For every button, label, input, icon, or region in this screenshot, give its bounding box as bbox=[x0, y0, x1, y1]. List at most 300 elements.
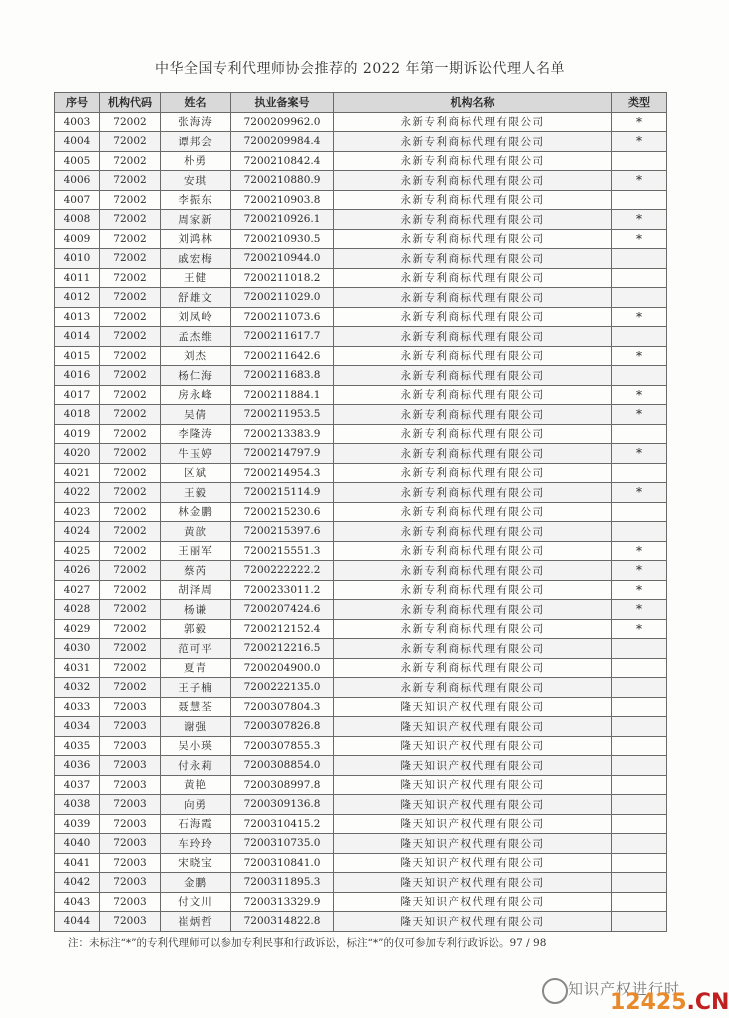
cell-org-name: 永新专利商标代理有限公司 bbox=[334, 151, 612, 171]
cell-org-code: 72002 bbox=[100, 502, 161, 522]
table-row bbox=[55, 795, 667, 815]
watermark-url-suffix: .CN bbox=[686, 990, 729, 1015]
cell-seq: 4025 bbox=[55, 541, 100, 561]
cell-name: 房永峰 bbox=[161, 385, 231, 405]
cell-license-no: 7200213383.9 bbox=[231, 424, 334, 444]
cell-license-no: 7200233011.2 bbox=[231, 580, 334, 600]
cell-org-name: 隆天知识产权代理有限公司 bbox=[334, 912, 612, 932]
cell-name: 付永莉 bbox=[161, 756, 231, 776]
agent-roster-table bbox=[54, 92, 667, 932]
cell-org-code: 72002 bbox=[100, 132, 161, 152]
cell-type bbox=[612, 775, 667, 795]
cell-org-name: 永新专利商标代理有限公司 bbox=[334, 444, 612, 464]
cell-name: 付文川 bbox=[161, 892, 231, 912]
cell-seq: 4013 bbox=[55, 307, 100, 327]
table-row bbox=[55, 444, 667, 464]
cell-org-name: 隆天知识产权代理有限公司 bbox=[334, 697, 612, 717]
cell-license-no: 7200212216.5 bbox=[231, 639, 334, 659]
table-row bbox=[55, 366, 667, 386]
cell-org-name: 永新专利商标代理有限公司 bbox=[334, 424, 612, 444]
cell-type: * bbox=[612, 405, 667, 425]
cell-org-name: 永新专利商标代理有限公司 bbox=[334, 366, 612, 386]
table-row bbox=[55, 658, 667, 678]
table-row bbox=[55, 268, 667, 288]
cell-type bbox=[612, 814, 667, 834]
cell-name: 刘凤岭 bbox=[161, 307, 231, 327]
cell-seq: 4039 bbox=[55, 814, 100, 834]
cell-org-name: 永新专利商标代理有限公司 bbox=[334, 171, 612, 191]
cell-name: 夏青 bbox=[161, 658, 231, 678]
cell-seq: 4028 bbox=[55, 600, 100, 620]
cell-seq: 4010 bbox=[55, 249, 100, 269]
cell-type bbox=[612, 639, 667, 659]
cell-license-no: 7200310735.0 bbox=[231, 834, 334, 854]
cell-seq: 4021 bbox=[55, 463, 100, 483]
cell-license-no: 7200308854.0 bbox=[231, 756, 334, 776]
cell-seq: 4019 bbox=[55, 424, 100, 444]
cell-license-no: 7200307826.8 bbox=[231, 717, 334, 737]
cell-org-name: 永新专利商标代理有限公司 bbox=[334, 502, 612, 522]
cell-license-no: 7200211073.6 bbox=[231, 307, 334, 327]
cell-license-no: 7200211683.8 bbox=[231, 366, 334, 386]
table-row bbox=[55, 502, 667, 522]
cell-org-name: 隆天知识产权代理有限公司 bbox=[334, 775, 612, 795]
watermark-url bbox=[610, 990, 729, 1015]
header-org-name: 机构名称 bbox=[334, 93, 612, 113]
cell-org-code: 72002 bbox=[100, 346, 161, 366]
cell-type bbox=[612, 151, 667, 171]
cell-license-no: 7200210842.4 bbox=[231, 151, 334, 171]
cell-seq: 4011 bbox=[55, 268, 100, 288]
cell-org-code: 72002 bbox=[100, 151, 161, 171]
table-row bbox=[55, 600, 667, 620]
cell-name: 黄歆 bbox=[161, 522, 231, 542]
table-row bbox=[55, 912, 667, 932]
cell-org-name: 永新专利商标代理有限公司 bbox=[334, 268, 612, 288]
cell-seq: 4007 bbox=[55, 190, 100, 210]
cell-org-code: 72002 bbox=[100, 600, 161, 620]
cell-org-name: 隆天知识产权代理有限公司 bbox=[334, 736, 612, 756]
cell-org-code: 72002 bbox=[100, 327, 161, 347]
cell-license-no: 7200210926.1 bbox=[231, 210, 334, 230]
cell-seq: 4018 bbox=[55, 405, 100, 425]
cell-type: * bbox=[612, 307, 667, 327]
cell-type: * bbox=[612, 541, 667, 561]
cell-name: 孟杰维 bbox=[161, 327, 231, 347]
cell-type: * bbox=[612, 483, 667, 503]
cell-seq: 4033 bbox=[55, 697, 100, 717]
cell-org-code: 72002 bbox=[100, 229, 161, 249]
cell-type bbox=[612, 190, 667, 210]
cell-name: 郭毅 bbox=[161, 619, 231, 639]
cell-license-no: 7200209984.4 bbox=[231, 132, 334, 152]
table-row bbox=[55, 249, 667, 269]
table-row bbox=[55, 834, 667, 854]
table-row bbox=[55, 385, 667, 405]
cell-type bbox=[612, 853, 667, 873]
cell-type bbox=[612, 873, 667, 893]
cell-org-name: 永新专利商标代理有限公司 bbox=[334, 483, 612, 503]
cell-seq: 4014 bbox=[55, 327, 100, 347]
cell-org-name: 永新专利商标代理有限公司 bbox=[334, 132, 612, 152]
cell-org-code: 72002 bbox=[100, 307, 161, 327]
cell-type: * bbox=[612, 171, 667, 191]
table-row bbox=[55, 405, 667, 425]
cell-seq: 4022 bbox=[55, 483, 100, 503]
cell-org-name: 永新专利商标代理有限公司 bbox=[334, 561, 612, 581]
page-title: 中华全国专利代理师协会推荐的 2022 年第一期诉讼代理人名单 bbox=[154, 61, 566, 77]
cell-type bbox=[612, 658, 667, 678]
cell-seq: 4015 bbox=[55, 346, 100, 366]
cell-type bbox=[612, 912, 667, 932]
cell-org-code: 72002 bbox=[100, 405, 161, 425]
cell-org-code: 72003 bbox=[100, 775, 161, 795]
watermark bbox=[500, 970, 729, 1018]
cell-license-no: 7200309136.8 bbox=[231, 795, 334, 815]
cell-license-no: 7200210903.8 bbox=[231, 190, 334, 210]
table-row bbox=[55, 853, 667, 873]
cell-seq: 4041 bbox=[55, 853, 100, 873]
cell-seq: 4037 bbox=[55, 775, 100, 795]
cell-seq: 4030 bbox=[55, 639, 100, 659]
cell-org-name: 永新专利商标代理有限公司 bbox=[334, 619, 612, 639]
cell-type: * bbox=[612, 619, 667, 639]
table-row bbox=[55, 756, 667, 776]
table-row bbox=[55, 463, 667, 483]
cell-name: 向勇 bbox=[161, 795, 231, 815]
cell-type bbox=[612, 756, 667, 776]
cell-type: * bbox=[612, 132, 667, 152]
cell-org-code: 72002 bbox=[100, 463, 161, 483]
cell-type: * bbox=[612, 210, 667, 230]
table-row bbox=[55, 288, 667, 308]
cell-license-no: 7200212152.4 bbox=[231, 619, 334, 639]
cell-org-name: 永新专利商标代理有限公司 bbox=[334, 385, 612, 405]
cell-type bbox=[612, 717, 667, 737]
cell-license-no: 7200307804.3 bbox=[231, 697, 334, 717]
cell-name: 聂慧荃 bbox=[161, 697, 231, 717]
cell-org-code: 72002 bbox=[100, 639, 161, 659]
cell-name: 刘鸿林 bbox=[161, 229, 231, 249]
cell-org-name: 永新专利商标代理有限公司 bbox=[334, 658, 612, 678]
cell-seq: 4042 bbox=[55, 873, 100, 893]
cell-name: 谢强 bbox=[161, 717, 231, 737]
cell-org-code: 72002 bbox=[100, 483, 161, 503]
cell-license-no: 7200313329.9 bbox=[231, 892, 334, 912]
cell-org-name: 永新专利商标代理有限公司 bbox=[334, 678, 612, 698]
cell-seq: 4004 bbox=[55, 132, 100, 152]
cell-license-no: 7200210930.5 bbox=[231, 229, 334, 249]
cell-seq: 4003 bbox=[55, 112, 100, 132]
cell-name: 宋晓宝 bbox=[161, 853, 231, 873]
cell-org-name: 隆天知识产权代理有限公司 bbox=[334, 795, 612, 815]
cell-org-code: 72002 bbox=[100, 171, 161, 191]
cell-type: * bbox=[612, 580, 667, 600]
cell-org-name: 永新专利商标代理有限公司 bbox=[334, 190, 612, 210]
cell-license-no: 7200211029.0 bbox=[231, 288, 334, 308]
cell-org-name: 永新专利商标代理有限公司 bbox=[334, 541, 612, 561]
cell-org-code: 72002 bbox=[100, 678, 161, 698]
cell-license-no: 7200209962.0 bbox=[231, 112, 334, 132]
table-row bbox=[55, 483, 667, 503]
cell-org-name: 永新专利商标代理有限公司 bbox=[334, 210, 612, 230]
cell-type bbox=[612, 678, 667, 698]
header-name: 姓名 bbox=[161, 93, 231, 113]
cell-license-no: 7200310841.0 bbox=[231, 853, 334, 873]
cell-type bbox=[612, 736, 667, 756]
table-row bbox=[55, 522, 667, 542]
cell-org-code: 72003 bbox=[100, 795, 161, 815]
cell-org-name: 永新专利商标代理有限公司 bbox=[334, 600, 612, 620]
cell-license-no: 7200215230.6 bbox=[231, 502, 334, 522]
cell-org-name: 永新专利商标代理有限公司 bbox=[334, 405, 612, 425]
cell-seq: 4024 bbox=[55, 522, 100, 542]
cell-org-code: 72002 bbox=[100, 210, 161, 230]
cell-license-no: 7200215551.3 bbox=[231, 541, 334, 561]
cell-org-code: 72003 bbox=[100, 892, 161, 912]
cell-org-name: 永新专利商标代理有限公司 bbox=[334, 288, 612, 308]
cell-name: 崔炳哲 bbox=[161, 912, 231, 932]
table-row bbox=[55, 775, 667, 795]
cell-license-no: 7200314822.8 bbox=[231, 912, 334, 932]
header-seq: 序号 bbox=[55, 93, 100, 113]
table-row bbox=[55, 190, 667, 210]
cell-name: 朴勇 bbox=[161, 151, 231, 171]
cell-name: 胡泽周 bbox=[161, 580, 231, 600]
cell-org-name: 永新专利商标代理有限公司 bbox=[334, 580, 612, 600]
cell-org-code: 72002 bbox=[100, 385, 161, 405]
cell-name: 王毅 bbox=[161, 483, 231, 503]
cell-seq: 4020 bbox=[55, 444, 100, 464]
cell-license-no: 7200215397.6 bbox=[231, 522, 334, 542]
cell-seq: 4023 bbox=[55, 502, 100, 522]
cell-license-no: 7200308997.8 bbox=[231, 775, 334, 795]
watermark-url-digits: 12425 bbox=[610, 990, 687, 1015]
cell-name: 戚宏梅 bbox=[161, 249, 231, 269]
cell-license-no: 7200214954.3 bbox=[231, 463, 334, 483]
cell-org-code: 72002 bbox=[100, 366, 161, 386]
table-row bbox=[55, 873, 667, 893]
cell-name: 蔡芮 bbox=[161, 561, 231, 581]
cell-seq: 4036 bbox=[55, 756, 100, 776]
cell-name: 牛玉婷 bbox=[161, 444, 231, 464]
cell-type bbox=[612, 288, 667, 308]
cell-type bbox=[612, 795, 667, 815]
cell-org-name: 永新专利商标代理有限公司 bbox=[334, 327, 612, 347]
cell-license-no: 7200310415.2 bbox=[231, 814, 334, 834]
cell-seq: 4032 bbox=[55, 678, 100, 698]
cell-org-code: 72003 bbox=[100, 853, 161, 873]
cell-name: 黄艳 bbox=[161, 775, 231, 795]
cell-type bbox=[612, 327, 667, 347]
cell-license-no: 7200307855.3 bbox=[231, 736, 334, 756]
cell-org-code: 72003 bbox=[100, 717, 161, 737]
cell-org-name: 隆天知识产权代理有限公司 bbox=[334, 814, 612, 834]
cell-name: 林金鹏 bbox=[161, 502, 231, 522]
table-row bbox=[55, 541, 667, 561]
cell-org-name: 永新专利商标代理有限公司 bbox=[334, 522, 612, 542]
cell-seq: 4031 bbox=[55, 658, 100, 678]
cell-org-code: 72002 bbox=[100, 580, 161, 600]
cell-license-no: 7200211642.6 bbox=[231, 346, 334, 366]
cell-org-name: 隆天知识产权代理有限公司 bbox=[334, 717, 612, 737]
cell-org-name: 隆天知识产权代理有限公司 bbox=[334, 756, 612, 776]
cell-org-name: 永新专利商标代理有限公司 bbox=[334, 307, 612, 327]
cell-name: 吴倩 bbox=[161, 405, 231, 425]
cell-type: * bbox=[612, 346, 667, 366]
cell-org-code: 72002 bbox=[100, 561, 161, 581]
cell-seq: 4029 bbox=[55, 619, 100, 639]
cell-name: 李振东 bbox=[161, 190, 231, 210]
cell-type bbox=[612, 268, 667, 288]
cell-license-no: 7200207424.6 bbox=[231, 600, 334, 620]
table-row bbox=[55, 424, 667, 444]
cell-name: 刘杰 bbox=[161, 346, 231, 366]
cell-name: 范可平 bbox=[161, 639, 231, 659]
cell-license-no: 7200211018.2 bbox=[231, 268, 334, 288]
cell-name: 杨谦 bbox=[161, 600, 231, 620]
cell-name: 车玲玲 bbox=[161, 834, 231, 854]
table-row bbox=[55, 112, 667, 132]
cell-type bbox=[612, 522, 667, 542]
table-row bbox=[55, 736, 667, 756]
cell-seq: 4008 bbox=[55, 210, 100, 230]
table-row bbox=[55, 580, 667, 600]
cell-org-code: 72003 bbox=[100, 834, 161, 854]
cell-org-name: 隆天知识产权代理有限公司 bbox=[334, 834, 612, 854]
cell-type bbox=[612, 249, 667, 269]
table-row bbox=[55, 892, 667, 912]
cell-org-name: 隆天知识产权代理有限公司 bbox=[334, 873, 612, 893]
cell-seq: 4027 bbox=[55, 580, 100, 600]
cell-org-code: 72002 bbox=[100, 522, 161, 542]
table-row bbox=[55, 151, 667, 171]
cell-license-no: 7200211953.5 bbox=[231, 405, 334, 425]
cell-name: 石海霞 bbox=[161, 814, 231, 834]
cell-seq: 4026 bbox=[55, 561, 100, 581]
cell-name: 周家新 bbox=[161, 210, 231, 230]
cell-org-code: 72003 bbox=[100, 912, 161, 932]
cell-seq: 4035 bbox=[55, 736, 100, 756]
cell-org-code: 72002 bbox=[100, 112, 161, 132]
watermark-text: 知识产权进行时 bbox=[568, 980, 681, 998]
cell-name: 王健 bbox=[161, 268, 231, 288]
cell-type bbox=[612, 697, 667, 717]
table-row bbox=[55, 210, 667, 230]
cell-org-name: 隆天知识产权代理有限公司 bbox=[334, 853, 612, 873]
cell-org-code: 72002 bbox=[100, 424, 161, 444]
table-header-row bbox=[55, 93, 667, 113]
footnote: 注：未标注“*”的专利代理师可以参加专利民事和行政诉讼，标注“*”的仅可参加专利行政诉讼。97 / 98 bbox=[68, 937, 547, 949]
cell-org-code: 72003 bbox=[100, 697, 161, 717]
cell-name: 王丽军 bbox=[161, 541, 231, 561]
cell-type: * bbox=[612, 229, 667, 249]
table-row bbox=[55, 619, 667, 639]
cell-name: 李隆涛 bbox=[161, 424, 231, 444]
table-row bbox=[55, 639, 667, 659]
cell-org-name: 永新专利商标代理有限公司 bbox=[334, 229, 612, 249]
cell-license-no: 7200211884.1 bbox=[231, 385, 334, 405]
cell-seq: 4016 bbox=[55, 366, 100, 386]
table-row bbox=[55, 229, 667, 249]
cell-type bbox=[612, 834, 667, 854]
table-row bbox=[55, 561, 667, 581]
cell-type: * bbox=[612, 561, 667, 581]
cell-org-code: 72003 bbox=[100, 814, 161, 834]
cell-org-code: 72002 bbox=[100, 541, 161, 561]
cell-org-code: 72002 bbox=[100, 658, 161, 678]
cell-org-name: 永新专利商标代理有限公司 bbox=[334, 463, 612, 483]
table-row bbox=[55, 814, 667, 834]
table-row bbox=[55, 132, 667, 152]
cell-seq: 4012 bbox=[55, 288, 100, 308]
cell-seq: 4034 bbox=[55, 717, 100, 737]
table-row bbox=[55, 346, 667, 366]
cell-org-name: 永新专利商标代理有限公司 bbox=[334, 346, 612, 366]
header-license-no: 执业备案号 bbox=[231, 93, 334, 113]
cell-org-code: 72002 bbox=[100, 288, 161, 308]
cell-license-no: 7200222222.2 bbox=[231, 561, 334, 581]
cell-seq: 4005 bbox=[55, 151, 100, 171]
header-org-code: 机构代码 bbox=[100, 93, 161, 113]
cell-type bbox=[612, 892, 667, 912]
cell-name: 吴小瑛 bbox=[161, 736, 231, 756]
cell-type bbox=[612, 502, 667, 522]
header-type: 类型 bbox=[612, 93, 667, 113]
cell-org-code: 72002 bbox=[100, 190, 161, 210]
wechat-icon bbox=[542, 978, 568, 1004]
cell-type bbox=[612, 366, 667, 386]
cell-license-no: 7200210880.9 bbox=[231, 171, 334, 191]
cell-name: 区斌 bbox=[161, 463, 231, 483]
cell-org-code: 72003 bbox=[100, 873, 161, 893]
cell-org-code: 72002 bbox=[100, 249, 161, 269]
table-row bbox=[55, 307, 667, 327]
cell-license-no: 7200214797.9 bbox=[231, 444, 334, 464]
cell-name: 谭邦会 bbox=[161, 132, 231, 152]
cell-license-no: 7200210944.0 bbox=[231, 249, 334, 269]
cell-type: * bbox=[612, 112, 667, 132]
cell-license-no: 7200211617.7 bbox=[231, 327, 334, 347]
cell-seq: 4017 bbox=[55, 385, 100, 405]
cell-org-name: 隆天知识产权代理有限公司 bbox=[334, 892, 612, 912]
cell-org-code: 72002 bbox=[100, 619, 161, 639]
cell-type bbox=[612, 463, 667, 483]
cell-org-code: 72003 bbox=[100, 736, 161, 756]
cell-org-name: 永新专利商标代理有限公司 bbox=[334, 249, 612, 269]
cell-name: 安琪 bbox=[161, 171, 231, 191]
table-row bbox=[55, 697, 667, 717]
cell-name: 金鹏 bbox=[161, 873, 231, 893]
cell-name: 王子楠 bbox=[161, 678, 231, 698]
cell-org-name: 永新专利商标代理有限公司 bbox=[334, 639, 612, 659]
cell-license-no: 7200204900.0 bbox=[231, 658, 334, 678]
cell-seq: 4006 bbox=[55, 171, 100, 191]
table-row bbox=[55, 717, 667, 737]
cell-seq: 4044 bbox=[55, 912, 100, 932]
cell-license-no: 7200215114.9 bbox=[231, 483, 334, 503]
cell-type: * bbox=[612, 385, 667, 405]
cell-org-code: 72002 bbox=[100, 268, 161, 288]
table-row bbox=[55, 678, 667, 698]
cell-org-name: 永新专利商标代理有限公司 bbox=[334, 112, 612, 132]
cell-name: 舒雄文 bbox=[161, 288, 231, 308]
table-row bbox=[55, 171, 667, 191]
cell-type: * bbox=[612, 600, 667, 620]
cell-name: 杨仁海 bbox=[161, 366, 231, 386]
cell-type bbox=[612, 424, 667, 444]
cell-name: 张海涛 bbox=[161, 112, 231, 132]
